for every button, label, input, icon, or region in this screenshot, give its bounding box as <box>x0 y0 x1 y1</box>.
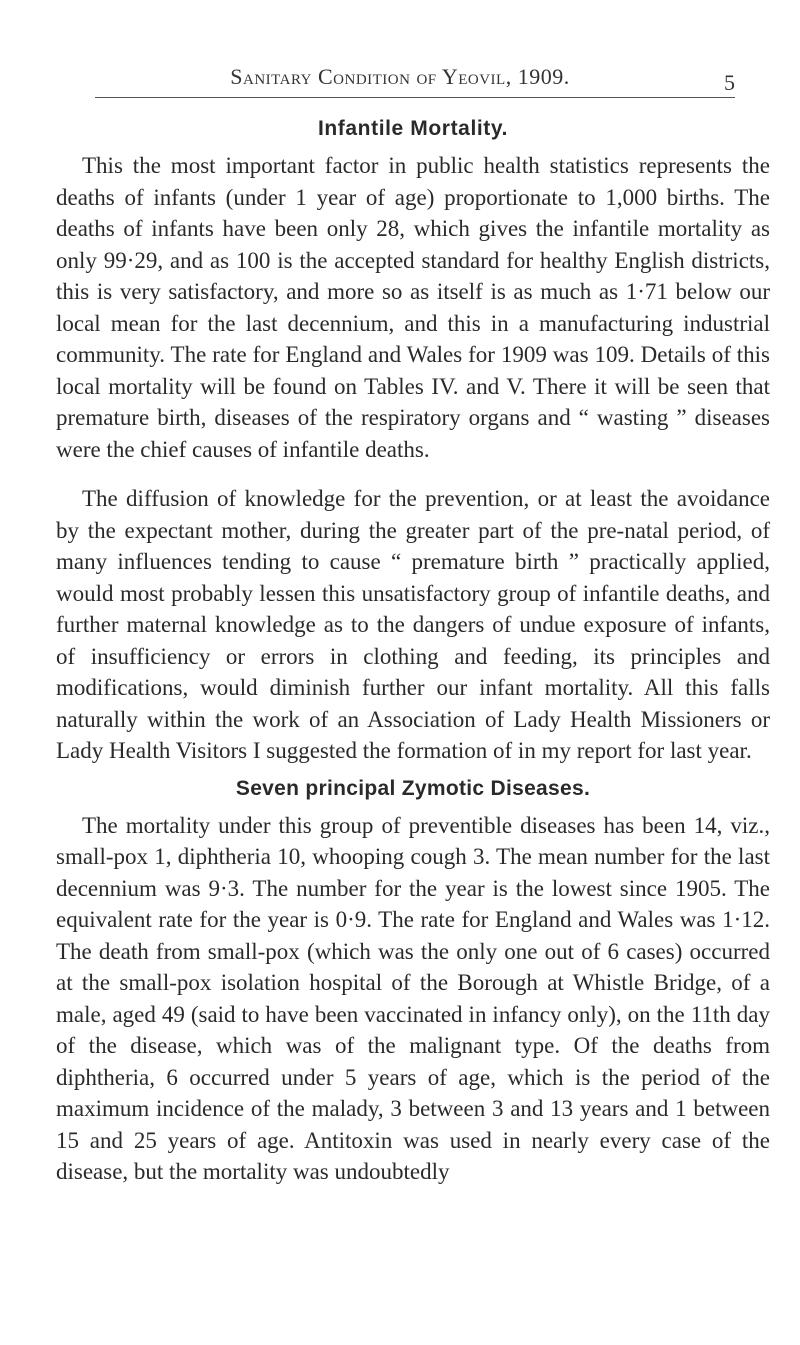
running-header <box>0 60 800 100</box>
paragraph-zymotic-mortality: The mortality under this group of preventible diseases has been 14, viz., small-pox 1, diphtheria 10, whooping cough 3. The mean number for the last decennium was 9·3. The number for the year is the lowest since 1905. The equivalent rate for the year is 0·9. The rate for England and Wales was 1·12. The death from small-pox (which was the only one out of 6 cases) occurred at the small-pox isolation hospital of the Borough at Whistle Bridge, of a male, aged 49 (said to have been vaccinated in infancy only), on the 11th day of the disease, which was of the malignant type. Of the deaths from diphtheria, 6 occurred under 5 years of age, which is the period of the maximum incidence of the malady, 3 between 3 and 13 years and 1 between 15 and 25 years of age. Antitoxin was used in nearly every case of the disease, but the mortality was undoubtedly <box>56 812 770 1184</box>
paragraph-infant-mortality-rate: This the most important factor in public health statistics represents the deaths of infants (under 1 year of age) proportionate to 1,000 births. The deaths of infants have been only 28, which gives the infantile mortality as only 99·29, and as 100 is the accepted standard for healthy English districts, this is very satisfactory, and more so as itself is as much as 1·71 below our local mean for the last decennium, and this in a manufacturing industrial community. The rate for England and Wales for 1909 was 109. Details of this local mortality will be found on Tables IV. and V. There it will be seen that premature birth, diseases of the respiratory organs and “ wasting ” diseases were the chief causes of infantile deaths. <box>56 153 770 462</box>
body-text <box>56 117 770 1188</box>
section-heading-zymotic-diseases: Seven principal Zymotic Diseases. <box>235 776 591 800</box>
paragraph-knowledge-diffusion: The diffusion of knowledge for the prevention, or at least the avoidance by the expectant mother, during the greater part of the pre-natal period, of many influences tending to cause “ premature birth ” practically applied, would most probably lessen this unsatisfactory group of infantile deaths, and further maternal knowledge as to the dangers of undue exposure of infants, of insufficiency or errors in clothing and feeding, its principles and modifications, would diminish further our infant mortality. All this falls naturally within the work of an Association of Lady Health Missioners or Lady Health Visitors I suggested the formation of in my report for last year. <box>56 486 770 763</box>
section-heading-infantile-mortality: Infantile Mortality. <box>317 117 509 140</box>
header-rule <box>95 97 735 98</box>
running-title: Sanitary Condition of Yeovil, 1909. <box>230 64 570 89</box>
page-number: 5 <box>724 70 735 95</box>
